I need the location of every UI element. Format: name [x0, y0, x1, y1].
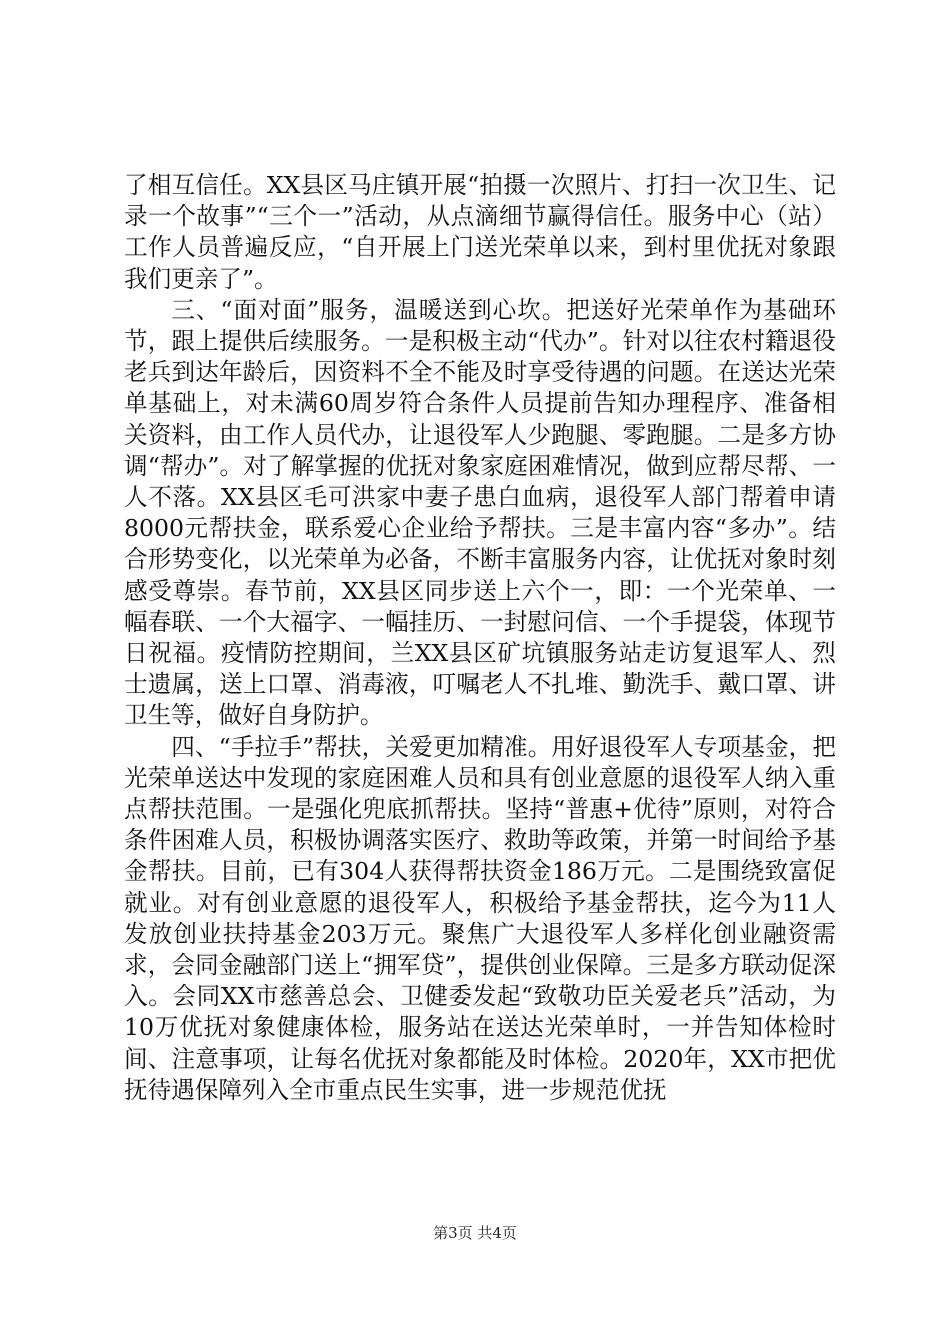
- page-number: 第3页 共4页: [433, 1224, 517, 1242]
- page-footer: [0, 1222, 950, 1243]
- document-body: [124, 170, 836, 1106]
- paragraph-continuation: 了相互信任。XX县区马庄镇开展“拍摄一次照片、打扫一次卫生、记录一个故事”“三个一”活动，从点滴细节赢得信任。服务中心（站）工作人员普遍反应，“自开展上门送光荣单以来，到村里优抚对象跟我们更亲了”。: [124, 171, 836, 293]
- paragraph-section-four: 四、“手拉手”帮扶，关爱更加精准。用好退役军人专项基金，把光荣单送达中发现的家庭困难人员和具有创业意愿的退役军人纳入重点帮扶范围。一是强化兜底抓帮扶。坚持“普惠+优待”原则，对符合条件困难人员，积极协调落实医疗、救助等政策，并第一时间给予基金帮扶。目前，已有304人获得帮扶资金186万元。二是围绕致富促就业。对有创业意愿的退役军人，积极给予基金帮扶，迄今为11人发放创业扶持基金203万元。聚焦广大退役军人多样化创业融资需求，会同金融部门送上“拥军贷”，提供创业保障。三是多方联动促深入。会同XX市慈善总会、卫健委发起“致敬功臣关爱老兵”活动，为10万优抚对象健康体检，服务站在送达光荣单时，一并告知体检时间、注意事项，让每名优抚对象都能及时体检。2020年，XX市把优抚待遇保障列入全市重点民生实事，进一步规范优抚: [124, 732, 836, 1104]
- paragraph-section-three: 三、“面对面”服务，温暖送到心坎。把送好光荣单作为基础环节，跟上提供后续服务。一是积极主动“代办”。针对以往农村籍退役老兵到达年龄后，因资料不全不能及时享受待遇的问题。在送达光荣单基础上，对未满60周岁符合条件人员提前告知办理程序、准备相关资料，由工作人员代办，让退役军人少跑腿、零跑腿。二是多方协调“帮办”。对了解掌握的优抚对象家庭困难情况，做到应帮尽帮、一人不落。XX县区毛可洪家中妻子患白血病，退役军人部门帮着申请8000元帮扶金，联系爱心企业给予帮扶。三是丰富内容“多办”。结合形势变化，以光荣单为必备，不断丰富服务内容，让优抚对象时刻感受尊崇。春节前，XX县区同步送上六个一，即：一个光荣单、一幅春联、一个大福字、一幅挂历、一封慰问信、一个手提袋，体现节日祝福。疫情防控期间，兰XX县区矿坑镇服务站走访复退军人、烈士遗属，送上口罩、消毒液，叮嘱老人不扎堆、勤洗手、戴口罩、讲卫生等，做好自身防护。: [124, 295, 836, 730]
